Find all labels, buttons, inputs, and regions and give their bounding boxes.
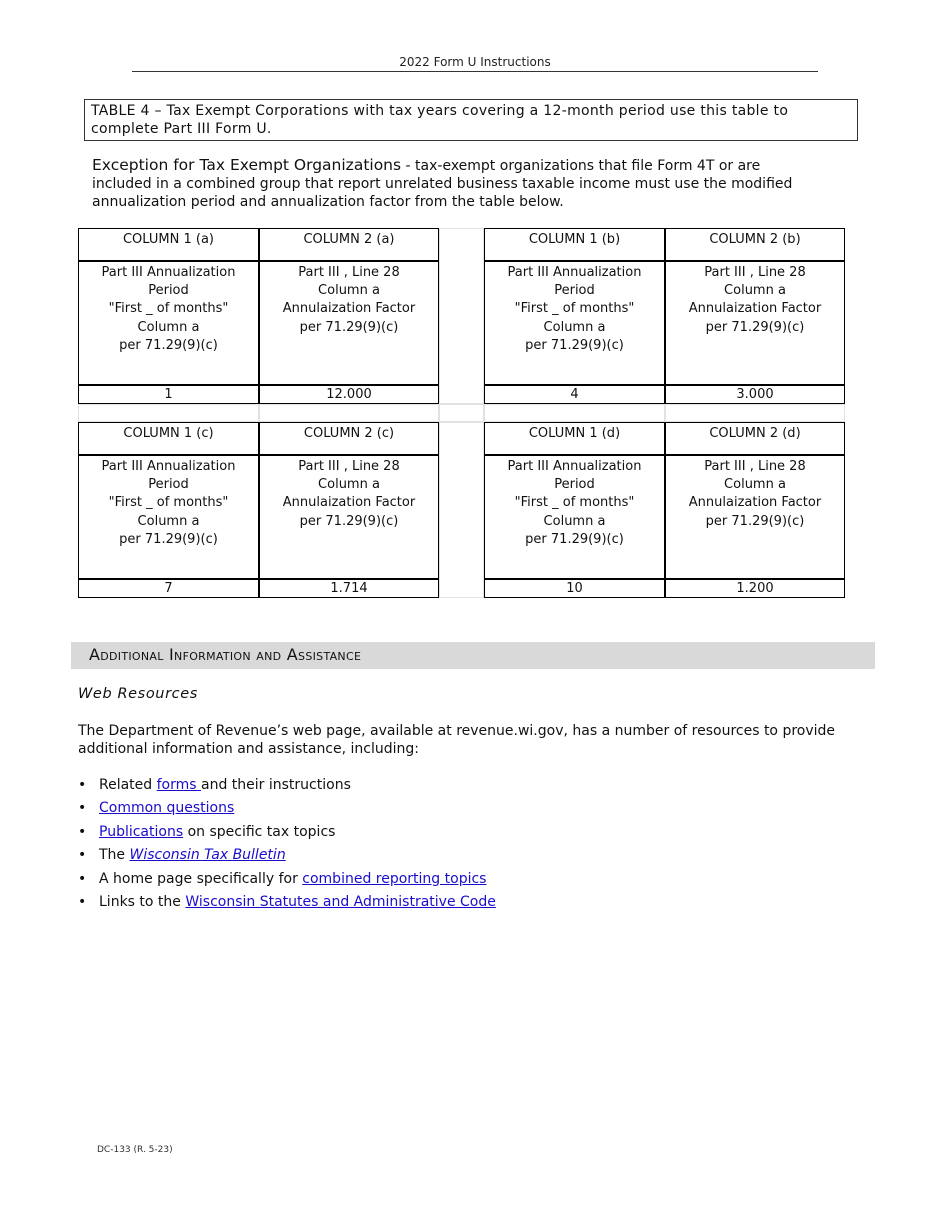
intro-paragraph: The Department of Revenue’s web page, available at revenue.wi.gov, has a number of resources to provide additional information and assistance, including:	[78, 723, 836, 757]
column-header-label: COLUMN 1 (a)	[122, 232, 214, 247]
list-item: • A home page specifically for combined reporting topics	[78, 870, 838, 893]
table-caption: TABLE 4 – Tax Exempt Corporations with tax years covering a 12-month period use this table to complete Part III Form U.	[84, 99, 858, 141]
description-line: Column a	[137, 513, 200, 529]
column-header-cell	[484, 422, 665, 455]
description-line: Column a	[543, 319, 606, 335]
web-resources-heading: Web Resources	[78, 686, 198, 702]
value-cell	[484, 385, 665, 404]
list-item: • Related forms and their instructions	[78, 776, 838, 799]
spacer-cell	[484, 404, 665, 422]
spacer-cell	[259, 404, 439, 422]
list-item: • Publications on specific tax topics	[78, 823, 838, 846]
column-header-cell	[665, 422, 845, 455]
description-line: Annulaization Factor	[688, 301, 822, 317]
column-header-label: COLUMN 2 (a)	[303, 232, 395, 247]
description-line: Column a	[724, 477, 786, 493]
tax-bulletin-link[interactable]: Wisconsin Tax Bulletin	[129, 847, 286, 864]
description-line: per 71.29(9)(c)	[119, 337, 218, 353]
description-line: per 71.29(9)(c)	[705, 513, 805, 529]
list-item: • The Wisconsin Tax Bulletin	[78, 846, 838, 869]
value-text: 3.000	[736, 387, 774, 402]
column-description-cell	[665, 455, 845, 579]
description-line: Column a	[724, 283, 786, 299]
exception-lead: Exception for Tax Exempt Organizations	[92, 156, 402, 174]
description-line: per 71.29(9)(c)	[525, 531, 624, 547]
form-footer: DC-133 (R. 5-23)	[97, 1145, 173, 1155]
spacer-cell	[439, 404, 484, 422]
description-line: Part III Annualization	[507, 265, 642, 280]
spacer-cell	[665, 404, 845, 422]
page-header-title: 2022 Form U Instructions	[399, 55, 551, 69]
combined-reporting-link[interactable]: combined reporting topics	[302, 870, 487, 887]
list-item: • Links to the Wisconsin Statutes and Administrative Code	[78, 893, 838, 916]
column-header-cell	[484, 228, 665, 261]
spacer-cell	[439, 228, 484, 404]
description-line: Column a	[137, 319, 200, 335]
value-text: 1.714	[330, 581, 368, 596]
description-line: Period	[148, 477, 189, 493]
description-line: Part III , Line 28	[298, 265, 400, 280]
exception-body: - tax-exempt organizations that file Form 4T or are included in a combined group that report unrelated business taxable income must use the modified annualization period and annualization factor from the table below.	[92, 158, 793, 210]
column-header-cell	[78, 422, 259, 455]
value-cell	[78, 385, 259, 404]
description-line: Period	[554, 477, 595, 493]
description-line: "First _ of months"	[514, 301, 635, 317]
column-header-label: COLUMN 2 (b)	[709, 232, 801, 247]
description-line: per 71.29(9)(c)	[705, 319, 805, 335]
statutes-link[interactable]: Wisconsin Statutes and Administrative Code	[185, 893, 496, 910]
value-cell	[665, 579, 845, 598]
value-text: 4	[570, 387, 579, 402]
column-description-cell	[665, 261, 845, 385]
value-cell	[259, 385, 439, 404]
value-text: 7	[164, 581, 173, 596]
description-line: "First _ of months"	[514, 495, 635, 511]
value-text: 1.200	[736, 581, 774, 596]
column-header-label: COLUMN 1 (d)	[528, 426, 621, 441]
description-line: Part III , Line 28	[298, 459, 400, 474]
value-cell	[665, 385, 845, 404]
description-line: per 71.29(9)(c)	[525, 337, 624, 353]
column-header-label: COLUMN 1 (c)	[123, 426, 214, 441]
column-description-cell	[484, 261, 665, 385]
description-line: Annulaization Factor	[688, 495, 822, 511]
description-line: Part III , Line 28	[704, 459, 806, 474]
column-description-cell	[259, 261, 439, 385]
description-line: Column a	[318, 283, 380, 299]
description-line: per 71.29(9)(c)	[299, 513, 399, 529]
description-line: Part III Annualization	[507, 459, 642, 474]
value-text: 12.000	[326, 387, 372, 402]
description-line: Column a	[318, 477, 380, 493]
description-line: Part III , Line 28	[704, 265, 806, 280]
description-line: Period	[554, 283, 595, 299]
column-description-cell	[259, 455, 439, 579]
spacer-cell	[439, 422, 484, 598]
forms-link[interactable]: forms	[156, 777, 202, 793]
description-line: Part III Annualization	[101, 459, 236, 474]
description-line: Period	[148, 283, 189, 299]
column-header-cell	[78, 228, 259, 261]
exception-paragraph	[92, 156, 822, 211]
section-title: Additional Information and Assistance	[89, 645, 362, 664]
column-header-label: COLUMN 1 (b)	[528, 232, 621, 247]
column-header-label: COLUMN 2 (d)	[709, 426, 801, 441]
column-description-cell	[78, 455, 259, 579]
description-line: "First _ of months"	[108, 495, 229, 511]
description-line: Part III Annualization	[101, 265, 236, 280]
value-text: 10	[566, 581, 583, 596]
list-item	[78, 799, 838, 822]
common-questions-link[interactable]: Common questions	[99, 800, 235, 817]
header-rule	[132, 71, 818, 72]
description-line: "First _ of months"	[108, 301, 229, 317]
resource-list	[78, 776, 838, 916]
value-cell	[259, 579, 439, 598]
column-description-cell	[78, 261, 259, 385]
description-line: Annulaization Factor	[282, 495, 416, 511]
description-line: Column a	[543, 513, 606, 529]
publications-link[interactable]: Publications	[99, 823, 184, 840]
column-header-label: COLUMN 2 (c)	[303, 426, 395, 441]
column-header-cell	[259, 422, 439, 455]
value-cell	[78, 579, 259, 598]
description-line: Annulaization Factor	[282, 301, 416, 317]
section-header-bar	[71, 642, 875, 669]
column-description-cell	[484, 455, 665, 579]
spacer-cell	[78, 404, 259, 422]
column-header-cell	[665, 228, 845, 261]
column-header-cell	[259, 228, 439, 261]
description-line: per 71.29(9)(c)	[299, 319, 399, 335]
description-line: per 71.29(9)(c)	[119, 531, 218, 547]
value-text: 1	[164, 387, 173, 402]
value-cell	[484, 579, 665, 598]
